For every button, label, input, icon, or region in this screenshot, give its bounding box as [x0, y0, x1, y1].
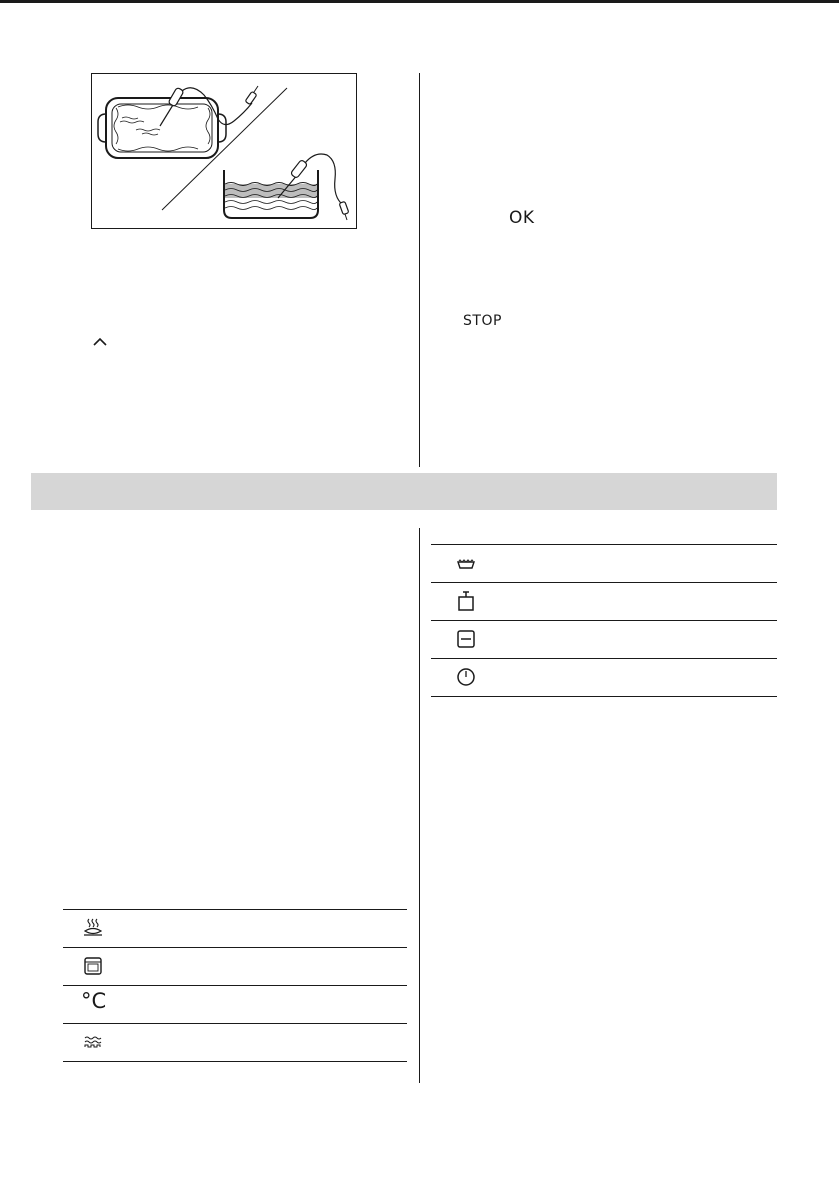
section-heading-band	[31, 473, 777, 510]
timer-icon	[455, 590, 477, 612]
table-rule	[63, 947, 407, 948]
right-symbol-table	[431, 544, 777, 697]
table-rule	[431, 544, 777, 545]
chevron-up-icon	[89, 331, 111, 353]
table-rule	[63, 1061, 407, 1062]
celsius-icon: °C	[81, 989, 107, 1013]
stop-label: STOP	[463, 313, 502, 329]
top-accent-bar	[0, 0, 839, 3]
clock-icon	[455, 666, 477, 688]
left-symbol-table	[63, 909, 407, 1062]
defrost-steam-icon	[82, 916, 104, 938]
table-rule	[431, 696, 777, 697]
column-divider-lower	[419, 528, 420, 1083]
table-rule	[63, 909, 407, 910]
minus-box-icon	[455, 628, 477, 650]
table-rule	[63, 1023, 407, 1024]
column-divider-upper	[419, 73, 420, 467]
heat-waves-icon	[82, 1031, 104, 1053]
meat-probe-illustration	[91, 73, 357, 229]
oven-icon	[82, 955, 104, 977]
meat-probe-in-dish-and-liquid-icon	[92, 74, 356, 228]
ok-label: OK	[509, 208, 535, 228]
table-rule	[431, 658, 777, 659]
tray-grill-icon	[455, 552, 477, 574]
table-rule	[431, 620, 777, 621]
table-rule	[63, 985, 407, 986]
table-rule	[431, 582, 777, 583]
